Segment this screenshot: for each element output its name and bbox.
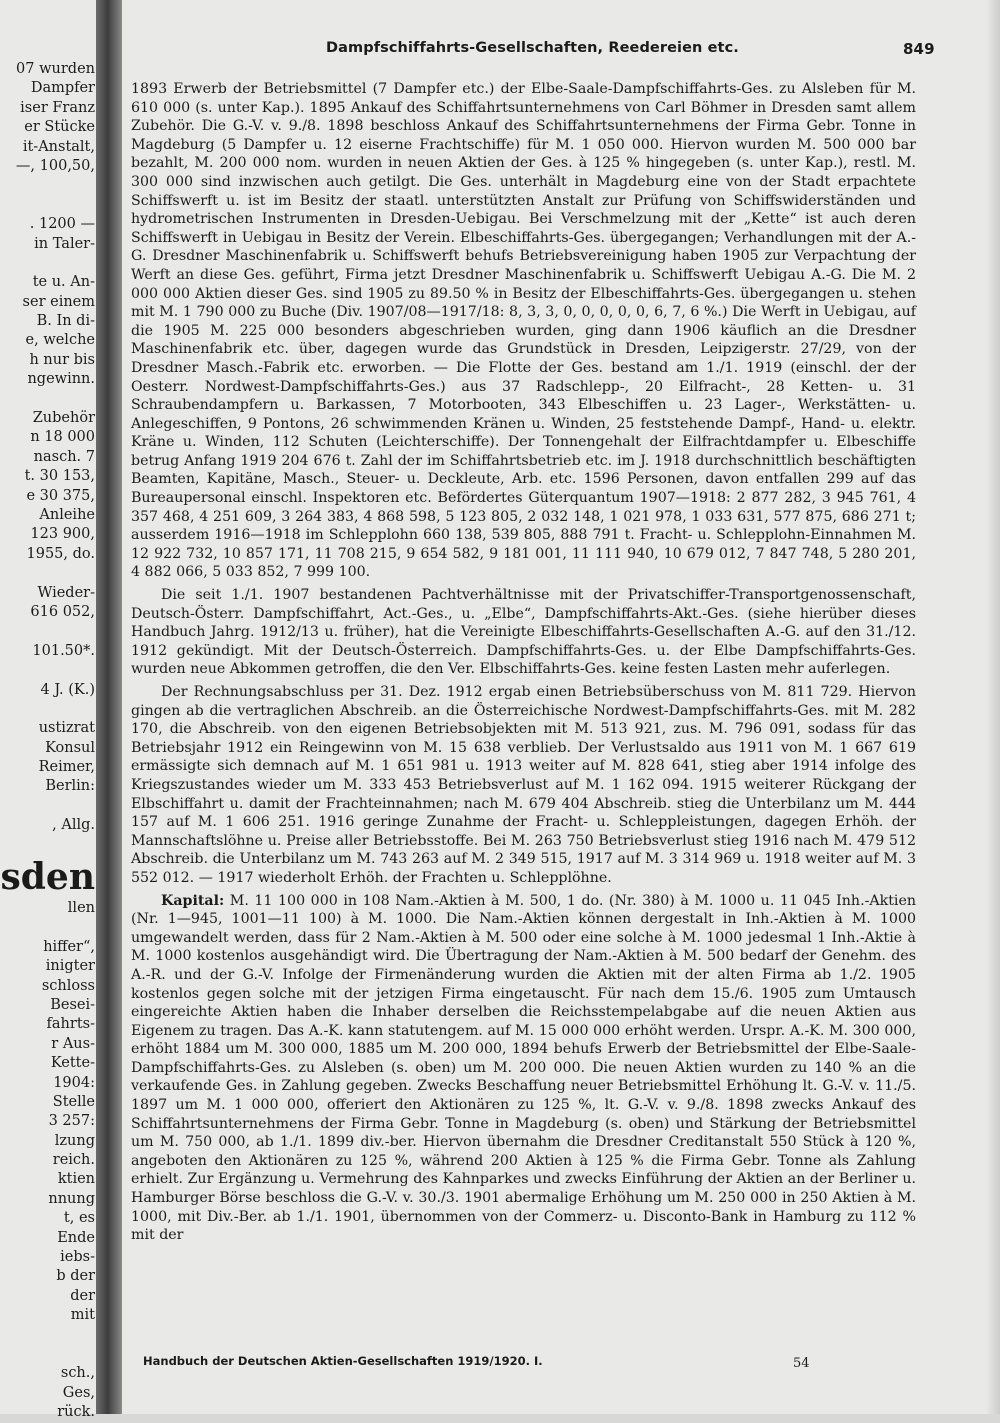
- paragraph-text: Die seit 1./1. 1907 bestandenen Pachtverhältnisse mit der Privatschiffer-Transportgenossenschaft, Deutsch-Österr. Dampfschiffahrt, Act.-Ges., u. „Elbe“, Dampfschiffahrts-Akt.-Ges. (siehe hierüber dieses Handbuch Jahrg. 1912/13 u. früher), hat die Vereinigte Elbeschiffahrts-Gesellschaften A.-G. auf den 31./12. 1912 gekündigt. Mit der Deutsch-Österreich. Dampfschiffahrts-Ges. u. der Elbe Dampfschiffahrts-Ges. wurden neue Abkommen getroffen, die den Ver. Elbschiffahrts-Ges. keine festen Lasten mehr auferlegen.: [131, 587, 916, 678]
- paragraph-capital: [131, 892, 916, 1245]
- facing-page-line: Stelle: [52, 1093, 95, 1110]
- facing-page-line: [0, 1326, 98, 1345]
- footer-title: Handbuch der Deutschen Aktien-Gesellschaften 1919/1920. I.: [143, 1354, 543, 1368]
- facing-page-line: 616 052,: [30, 603, 95, 620]
- facing-page-line: sch.,: [60, 1365, 95, 1382]
- facing-page-fragment: [0, 60, 98, 1421]
- facing-page-line: Ende: [57, 1229, 95, 1246]
- paragraph-lease: [131, 586, 916, 679]
- facing-page-line: sden: [0, 856, 95, 899]
- facing-page-line: 4 J. (K.): [40, 681, 95, 698]
- facing-page-line: ustizrat: [38, 720, 95, 737]
- facing-page-line: Dampfer: [30, 80, 95, 97]
- facing-page-line: [0, 390, 98, 409]
- book-gutter: [96, 0, 122, 1414]
- facing-page-line: , Allg.: [52, 817, 95, 834]
- facing-page-line: schloss: [41, 977, 95, 994]
- facing-page-line: reich.: [52, 1152, 95, 1169]
- facing-page-line: [0, 564, 98, 583]
- facing-page-line: nasch. 7: [33, 448, 95, 465]
- facing-page-line: hiffer“,: [43, 938, 95, 955]
- facing-page-line: iser Franz: [20, 99, 95, 116]
- facing-page-line: mit: [70, 1307, 95, 1324]
- facing-page-line: e, welche: [25, 332, 95, 349]
- facing-page-line: 1904:: [53, 1074, 95, 1091]
- body-text: [131, 80, 916, 1245]
- facing-page-line: Kette-: [50, 1055, 95, 1072]
- facing-page-line: [0, 797, 98, 816]
- facing-page-line: llen: [67, 900, 95, 917]
- facing-page-line: inigter: [45, 958, 95, 975]
- facing-page-line: der: [70, 1287, 95, 1304]
- facing-page-line: —, 100,50,: [15, 157, 95, 174]
- facing-page-line: t. 30 153,: [24, 468, 95, 485]
- edge-shadow: [986, 0, 1000, 1414]
- facing-page-line: [0, 622, 98, 641]
- paragraph-text: M. 11 100 000 in 108 Nam.-Aktien à M. 500, 1 do. (Nr. 380) à M. 1000 u. 11 045 Inh.-Aktien (Nr. 1—945, 1001—11 100) à M. 1000. Die Nam.-Aktien können dergestalt in Inh.-Aktien à M. 1000 umgewandelt werden, dass für 2 Nam.-Aktien à M. 500 oder eine solche à M. 1000 jedesmal 1 Inh.-Aktie à M. 1000 kostenlos ausgehändigt wird. Die Übertragung der Nam.-Aktien à M. 500 bedarf der Genehm. des A.-R. und der G.-V. Infolge der Firmenänderung wurden die Aktien mit der alten Firma ab 1./2. 1905 kostenlos gegen solche mit der jetzigen Firma eingetauscht. Für nach dem 15./6. 1905 zum Umtausch eingereichte Aktien haben die Inhaber derselben die Reichsstempelabgabe auf die neuen Aktien aus Eigenem zu tragen. Das A.-K. kann statutengem. auf M. 15 000 000 erhöht werden. Urspr. A.-K. M. 300 000, erhöht 1884 um M. 300 000, 1885 um M. 200 000, 1894 behufs Erwerb der Betriebsmittel der Elbe-Saale-Dampfschiffahrts-Ges. zu Alsleben (s. oben) um M. 200 000. Die neuen Aktien wurden zu 140 % an die verkaufende Ges. in Zahlung gegeben. Zwecks Beschaffung neuer Betriebsmittel Erhöhung lt. G.-V. v. 11./5. 1897 um M. 1 000 000, offeriert den Aktionären zu 125 %, lt. G.-V. v. 9./8. 1898 zwecks Ankauf des Schiffahrtsunternehmens der Firma Gebr. Tonne in Magdeburg (s. oben) und Stärkung der Betriebsmittel um M. 750 000, ab 1./1. 1899 div.-ber. Hiervon übernahm die Dresdner Creditanstalt 550 Stück à 120 %, angeboten den Aktionären zu 125 %, während 200 Aktien à 125 % die Firma Gebr. Tonne als Zahlung erhielt. Zur Ergänzung u. Vermehrung des Kahnparkes und zwecks Einführung der Aktien an der Berliner u. Hamburger Börse beschloss die G.-V. v. 30./3. 1901 abermalige Erhöhung um M. 250 000 in 250 Aktien à M. 1000, mit Div.-Ber. ab 1./1. 1901, übernommen von der Commerz- u. Disconto-Bank in Hamburg zu 112 % mit der: [131, 892, 916, 1244]
- facing-page-line: 101.50*.: [32, 642, 95, 659]
- facing-page-line: iebs-: [60, 1249, 95, 1266]
- facing-page-line: nnung: [48, 1190, 95, 1207]
- facing-page-line: t, es: [63, 1210, 95, 1227]
- facing-page-line: B. In di-: [36, 313, 95, 330]
- facing-page-line: Besei-: [50, 996, 95, 1013]
- facing-page-line: . 1200 —: [29, 216, 95, 233]
- facing-page-line: 3 257:: [48, 1113, 95, 1130]
- facing-page-line: [0, 254, 98, 273]
- facing-page-line: ngewinn.: [27, 371, 95, 388]
- facing-page-line: Berlin:: [45, 778, 95, 795]
- facing-page-line: [0, 661, 98, 680]
- facing-page-line: Anleihe: [39, 506, 95, 523]
- facing-page-line: Reimer,: [38, 759, 95, 776]
- facing-page-line: r Aus-: [51, 1035, 95, 1052]
- facing-page-line: [0, 918, 98, 937]
- facing-page-line: n 18 000: [30, 429, 95, 446]
- facing-page-line: rück.: [57, 1404, 95, 1421]
- facing-page-line: it-Anstalt,: [22, 138, 95, 155]
- facing-page-line: h nur bis: [29, 351, 95, 368]
- facing-page-line: Ges,: [62, 1384, 95, 1401]
- facing-page-line: [0, 700, 98, 719]
- paragraph-accounts: [131, 683, 916, 888]
- paragraph-history: [131, 80, 916, 582]
- facing-page-line: er Stücke: [24, 119, 95, 136]
- facing-page-line: [0, 1345, 98, 1364]
- facing-page-line: te u. An-: [32, 274, 95, 291]
- facing-page-line: e 30 375,: [26, 487, 95, 504]
- facing-page-line: ser einem: [22, 293, 95, 310]
- facing-page-line: fahrts-: [46, 1016, 95, 1033]
- paragraph-text: Der Rechnungsabschluss per 31. Dez. 1912 ergab einen Betriebsüberschuss von M. 811 729. Hiervon gingen ab die vertraglichen Abschreib. an die Österreichische Nordwest-Dampfschiffahrts-Ges. mit M. 282 170, die Abschreib. von den eigenen Betriebsobjekten mit M. 513 921, zus. M. 796 091, sodass für das Betriebsjahr 1912 ein Reingewinn von M. 15 638 verblieb. Der Verlustsaldo aus 1911 von M. 1 667 619 ermässigte sich demnach auf M. 1 651 981 u. 1913 weiter auf M. 828 641, stieg aber 1914 infolge des Kriegszustandes wieder um M. 333 453 Betriebsverlust auf M. 1 162 094. 1915 weiterer Rückgang der Elbschiffahrt u. damit der Frachteinnahmen; nach M. 679 404 Abschreib. stieg die Unterbilanz um M. 444 157 auf M. 1 606 251. 1916 geringe Zunahme der Fracht- u. Schleppleistungen, dagegen Erhöh. der Mannschaftslöhne u. Preise aller Betriebsstoffe. Bei M. 263 750 Betriebsverlust stieg 1916 nach M. 479 512 Abschreib. die Unterbilanz um M. 743 263 auf M. 2 349 515, 1917 auf M. 3 314 969 u. 1918 weiter auf M. 3 552 012. — 1917 wiederholt Erhöh. der Frachten u. Schlepplöhne.: [131, 684, 916, 886]
- facing-page-line: ktien: [57, 1171, 95, 1188]
- facing-page-line: 1955, do.: [26, 545, 95, 562]
- facing-page-line: [0, 196, 98, 215]
- facing-page-line: 123 900,: [30, 526, 95, 543]
- facing-page-line: [0, 176, 98, 195]
- facing-page-line: Wieder-: [37, 584, 95, 601]
- paragraph-text: 1893 Erwerb der Betriebsmittel (7 Dampfer etc.) der Elbe-Saale-Dampfschiffahrts-Ges. zu Alsleben für M. 610 000 (s. unter Kap.). 1895 Ankauf des Schiffahrtsunternehmens von Carl Böhmer in Dresden samt allem Zubehör. Die G.-V. v. 9./8. 1898 beschloss Ankauf des Schiffahrtsunternehmens der Firma Gebr. Tonne in Magdeburg (5 Dampfer u. 12 eiserne Frachtschiffe) für M. 1 050 000. Hiervon wurden M. 500 000 bar bezahlt, M. 200 000 nom. wurden in neuen Aktien der Ges. à 125 % hingegeben (s. unter Kap.), restl. M. 300 000 sind inzwischen auch getilgt. Die Ges. unterhält in Magdeburg eine von der Stadt erpachtete Schiffswerft u. ist im Besitz der staatl. unterstützten Anstalt zur Prüfung von Schiffswiderständen und hydrometrischen Instrumenten in Dresden-Uebigau. Bei Verschmelzung mit der „Kette“ ist auch deren Schiffswerft in Uebigau in Besitz der Verein. Elbeschiffahrts-Ges. übergegangen; Verhandlungen mit der A.-G. Dresdner Maschinenfabrik u. Schiffswerft behufs Betriebsvereinigung haben 1905 zur Verpachtung der Werft an diese Ges. geführt, Firma jetzt Dresdner Maschinenfabrik u. Schiffswerft Uebigau A.-G. Die M. 2 000 000 Aktien dieser Ges. sind 1905 zu 89.50 % in Besitz der Elbeschiffahrts-Ges. übergegangen u. stehen mit M. 1 790 000 zu Buche (Div. 1907/08—1917/18: 8, 3, 3, 0, 0, 0, 0, 0, 6, 7, 6 %.) Die Werft in Uebigau, auf die 1905 M. 225 000 besonders abgeschrieben wurden, ging dann 1906 käuflich an die Dresdner Maschinenfabrik etc. über, dagegen wurde das Grundstück in Dresden, Leipzigerstr. 27/29, von der Dresdner Masch.-Fabrik etc. erworben. — Die Flotte der Ges. bestand am 1./1. 1919 (einschl. der der Oesterr. Nordwest-Dampfschiffahrts-Ges.) aus 37 Radschlepp-, 20 Eilfracht-, 28 Ketten- u. 31 Schraubendampfern u. Barkassen, 7 Motorbooten, 343 Elbeschiffen u. 23 Lager-, Werkstätten- u. Anlegeschiffen, 9 Pontons, 26 schwimmenden Kränen u. Winden, 25 feststehende Dampf-, Hand- u. elektr. Kräne u. Winden, 112 Schuten (Leichterschiffe). Der Tonnengehalt der Eilfrachtdampfer u. Elbeschiffe betrug Anfang 1919 204 676 t. Zahl der im Schiffahrtsbetrieb etc. im J. 1918 durchschnittlich beschäftigten Beamten, Kapitäne, Masch., Steuer- u. Deckleute, Arb. etc. 1596 Personen, davon entfallen 299 auf das Bureaupersonal einschl. Inspektoren etc. Befördertes Güterquantum 1907—1918: 2 877 282, 3 945 761, 4 357 468, 4 251 609, 3 264 383, 4 868 598, 5 123 805, 2 032 148, 1 021 978, 1 033 631, 577 875, 686 271 t; ausserdem 1916—1918 im Schlepplohn 660 138, 539 805, 888 791 t. Fracht- u. Schlepplohn-Einnahmen M. 12 922 732, 10 857 171, 11 708 215, 9 654 582, 9 181 001, 11 111 940, 10 679 012, 7 847 748, 5 280 201, 4 882 066, 5 033 852, 7 999 100.: [131, 81, 916, 581]
- page-number: 849: [903, 40, 935, 58]
- facing-page-line: Zubehör: [32, 410, 95, 427]
- signature-mark: 54: [793, 1356, 810, 1371]
- facing-page-line: in Taler-: [34, 235, 95, 252]
- facing-page-line: lzung: [54, 1132, 95, 1149]
- running-head-title: Dampfschiffahrts-Gesellschaften, Reedereien etc.: [326, 40, 739, 56]
- facing-page-line: Konsul: [45, 739, 95, 756]
- facing-page-line: b der: [56, 1268, 95, 1285]
- facing-page-line: [0, 836, 98, 855]
- capital-heading: Kapital:: [161, 892, 225, 909]
- facing-page-line: 07 wurden: [16, 61, 95, 77]
- page-main: [128, 0, 988, 1414]
